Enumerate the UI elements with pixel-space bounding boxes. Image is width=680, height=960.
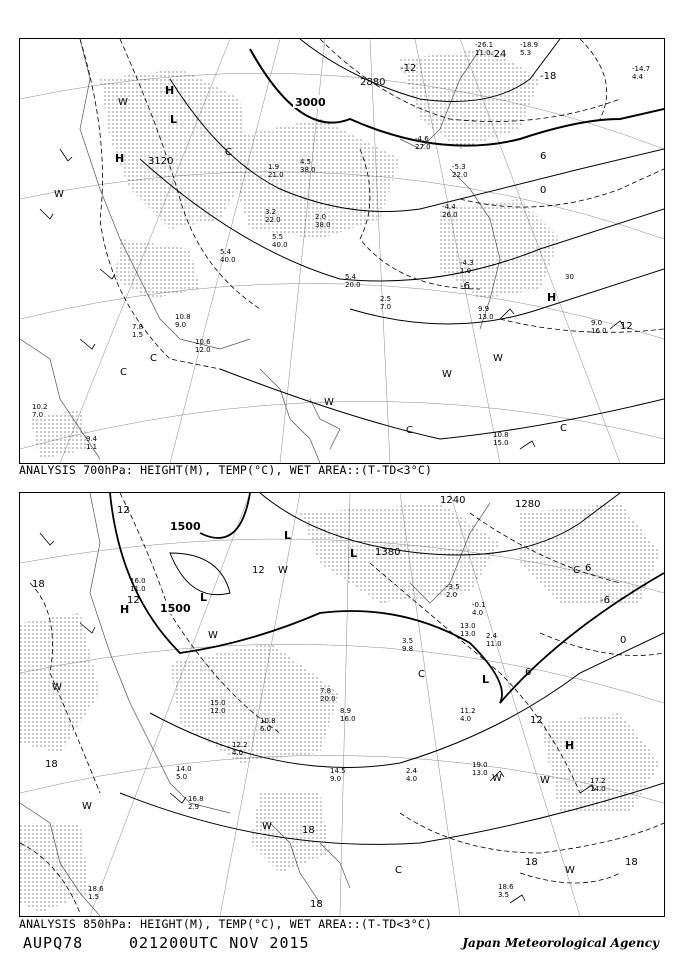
svg-text:5.4: 5.4 [345, 273, 357, 281]
svg-text:38.0: 38.0 [300, 166, 316, 174]
svg-text:13.0: 13.0 [478, 313, 494, 321]
cold-center: C [120, 367, 127, 378]
svg-text:-0.1: -0.1 [472, 601, 486, 609]
svg-text:1.5: 1.5 [88, 893, 100, 901]
svg-text:16.0: 16.0 [340, 715, 356, 723]
temp-label-0: 0 [620, 635, 627, 646]
warm-center: W [324, 397, 334, 408]
cold-center: C [225, 147, 232, 158]
temp-label-30: 30 [565, 273, 574, 281]
svg-text:10.6: 10.6 [195, 338, 211, 346]
station-plot [498, 883, 514, 899]
svg-text:14.0: 14.0 [590, 785, 606, 793]
svg-text:40.0: 40.0 [220, 256, 236, 264]
svg-text:5.4: 5.4 [220, 248, 232, 256]
warm-center: W [442, 369, 452, 380]
svg-text:5.0: 5.0 [176, 773, 188, 781]
station-plot [632, 65, 650, 81]
temp-label-minus12: -12 [400, 63, 417, 74]
height-label-1280: 1280 [515, 499, 541, 510]
station-plot [86, 435, 98, 451]
temp-label-6: 6 [525, 667, 532, 678]
agency-name: Japan Meteorological Agency [462, 936, 659, 950]
svg-text:21.0: 21.0 [268, 171, 284, 179]
high-center: H [165, 84, 175, 97]
svg-text:10.8: 10.8 [493, 431, 509, 439]
svg-text:5.5: 5.5 [272, 233, 284, 241]
svg-text:-4.3: -4.3 [460, 259, 474, 267]
high-center: H [565, 739, 575, 752]
svg-text:26.0: 26.0 [442, 211, 458, 219]
svg-text:-14.7: -14.7 [632, 65, 651, 73]
temp-label-0: 0 [540, 185, 547, 196]
svg-text:-5.3: -5.3 [452, 163, 466, 171]
svg-text:9.0: 9.0 [591, 319, 603, 327]
cold-center: C [560, 423, 567, 434]
temp-label-minus6: -6 [460, 281, 470, 292]
height-label-3000: 3000 [295, 96, 326, 109]
svg-text:4.0: 4.0 [232, 749, 244, 757]
svg-text:2.4: 2.4 [406, 767, 418, 775]
cold-center: C [395, 865, 402, 876]
svg-text:-4.4: -4.4 [442, 203, 456, 211]
svg-text:38.0: 38.0 [315, 221, 331, 229]
high-center: H [120, 603, 130, 616]
station-plot [195, 338, 211, 354]
station-plot [486, 632, 502, 648]
svg-text:2.0: 2.0 [446, 591, 458, 599]
warm-center: W [52, 682, 62, 693]
svg-text:9.0: 9.0 [330, 775, 342, 783]
svg-text:-3.5: -3.5 [446, 583, 460, 591]
svg-text:7.0: 7.0 [380, 303, 392, 311]
station-plot [88, 885, 104, 901]
temp-label-18: 18 [625, 857, 638, 868]
valid-time: 021200UTC NOV 2015 [129, 934, 310, 952]
temp-label-minus24: -24 [490, 49, 507, 60]
svg-text:4.0: 4.0 [406, 775, 418, 783]
station-plot [380, 295, 391, 311]
temp-label-18: 18 [525, 857, 538, 868]
svg-text:7.0: 7.0 [32, 411, 44, 419]
station-plot [478, 305, 494, 321]
svg-text:14.0: 14.0 [176, 765, 192, 773]
svg-text:7.8: 7.8 [132, 323, 144, 331]
svg-text:13.0: 13.0 [460, 622, 476, 630]
station-plot [130, 577, 146, 593]
panel-caption-850hpa: ANALYSIS 850hPa: HEIGHT(M), TEMP(°C), WET AREA::(T-TD<3°C) [19, 917, 433, 931]
cold-center: C [573, 565, 580, 576]
temp-label-6: 6 [540, 151, 547, 162]
high-center: H [547, 291, 557, 304]
svg-text:20.0: 20.0 [320, 695, 336, 703]
svg-text:27.0: 27.0 [415, 143, 431, 151]
station-plot [272, 233, 288, 249]
svg-text:18.6: 18.6 [88, 885, 104, 893]
svg-text:16.0: 16.0 [130, 577, 146, 585]
svg-text:3.5: 3.5 [498, 891, 510, 899]
warm-center: W [118, 97, 128, 108]
svg-text:11.2: 11.2 [460, 707, 476, 715]
warm-center: W [208, 630, 218, 641]
height-label-1500: 1500 [170, 520, 201, 533]
svg-text:9.9: 9.9 [478, 305, 490, 313]
svg-text:19.0: 19.0 [472, 761, 488, 769]
svg-text:4.0: 4.0 [472, 609, 484, 617]
chart-footer [19, 934, 663, 956]
chart-panel-850hpa [19, 492, 665, 917]
wet-area [30, 49, 560, 459]
svg-text:-26.1: -26.1 [475, 41, 494, 49]
svg-text:15.0: 15.0 [210, 699, 226, 707]
warm-center: W [262, 821, 272, 832]
svg-text:11.0: 11.0 [486, 640, 502, 648]
svg-text:15.0: 15.0 [493, 439, 509, 447]
high-center: H [115, 152, 125, 165]
warm-center: W [54, 189, 64, 200]
temp-label-minus6: -6 [600, 595, 610, 606]
station-plot [345, 273, 361, 289]
svg-text:9.4: 9.4 [86, 435, 98, 443]
svg-text:5.3: 5.3 [520, 49, 532, 57]
svg-text:13.0: 13.0 [472, 769, 488, 777]
map-700hpa [20, 39, 664, 463]
svg-text:2.9: 2.9 [188, 803, 200, 811]
svg-text:3.5: 3.5 [402, 637, 414, 645]
svg-text:10.8: 10.8 [175, 313, 191, 321]
station-plot [406, 767, 418, 783]
station-plot [132, 323, 143, 339]
svg-text:6.0: 6.0 [260, 725, 272, 733]
svg-text:10.2: 10.2 [32, 403, 48, 411]
svg-text:1.0: 1.0 [460, 267, 472, 275]
svg-text:18.6: 18.6 [498, 883, 514, 891]
svg-text:-4.6: -4.6 [415, 135, 429, 143]
station-plot [520, 41, 538, 57]
station-plot [460, 707, 476, 723]
svg-text:2.4: 2.4 [486, 632, 498, 640]
cold-center: C [418, 669, 425, 680]
station-plot [493, 431, 509, 447]
chart-id: AUPQ78 [23, 934, 84, 952]
svg-text:9.0: 9.0 [175, 321, 187, 329]
temp-label-18: 18 [45, 759, 58, 770]
temp-label-12: 12 [117, 505, 130, 516]
height-label-3120: 3120 [148, 156, 174, 167]
svg-text:8.9: 8.9 [340, 707, 352, 715]
station-plot [176, 765, 192, 781]
svg-text:22.0: 22.0 [452, 171, 468, 179]
svg-text:16.8: 16.8 [188, 795, 204, 803]
station-plot [472, 601, 486, 617]
temp-label-12: 12 [127, 595, 140, 606]
svg-text:7.8: 7.8 [320, 687, 332, 695]
svg-text:4.0: 4.0 [460, 715, 472, 723]
height-label-1500: 1500 [160, 602, 191, 615]
svg-text:1.9: 1.9 [268, 163, 280, 171]
svg-text:11.0: 11.0 [130, 585, 146, 593]
svg-text:11.0: 11.0 [475, 49, 491, 57]
height-label-2880: 2880 [360, 77, 386, 88]
station-plot [402, 637, 413, 653]
warm-center: W [493, 353, 503, 364]
station-plot [220, 248, 236, 264]
chart-panel-700hpa [19, 38, 665, 464]
svg-text:1.5: 1.5 [132, 331, 144, 339]
station-plot [210, 699, 226, 715]
station-plot [475, 41, 493, 57]
warm-center: W [565, 865, 575, 876]
svg-text:12.2: 12.2 [232, 741, 248, 749]
svg-text:14.5: 14.5 [330, 767, 346, 775]
svg-text:40.0: 40.0 [272, 241, 288, 249]
station-plot [340, 707, 356, 723]
station-plot [415, 135, 431, 151]
station-plot [442, 203, 458, 219]
low-center: L [284, 529, 292, 542]
svg-text:17.2: 17.2 [590, 777, 606, 785]
svg-text:-18.9: -18.9 [520, 41, 539, 49]
warm-center: W [492, 773, 502, 784]
map-850hpa [20, 493, 664, 916]
svg-text:2.0: 2.0 [315, 213, 327, 221]
height-label-1240: 1240 [440, 495, 466, 506]
svg-text:16.0: 16.0 [591, 327, 607, 335]
temp-label-minus18: -18 [540, 71, 557, 82]
svg-text:4.5: 4.5 [300, 158, 312, 166]
svg-text:2.5: 2.5 [380, 295, 392, 303]
temp-label-12: 12 [252, 565, 265, 576]
temp-label-18: 18 [32, 579, 45, 590]
svg-text:9.8: 9.8 [402, 645, 414, 653]
svg-text:12.0: 12.0 [195, 346, 211, 354]
svg-text:4.4: 4.4 [632, 73, 644, 81]
temp-label-18: 18 [302, 825, 315, 836]
low-center: L [200, 591, 208, 604]
warm-center: W [540, 775, 550, 786]
warm-center: W [82, 801, 92, 812]
station-plot [175, 313, 191, 329]
temp-label-6: 6 [585, 563, 592, 574]
temp-label-18: 18 [310, 899, 323, 910]
temp-label-12: 12 [530, 715, 543, 726]
panel-caption-700hpa: ANALYSIS 700hPa: HEIGHT(M), TEMP(°C), WET AREA::(T-TD<3°C) [19, 463, 433, 477]
svg-text:12.0: 12.0 [210, 707, 226, 715]
cold-center: C [406, 425, 413, 436]
svg-text:10.8: 10.8 [260, 717, 276, 725]
station-plot [188, 795, 204, 811]
station-plot [460, 622, 476, 638]
svg-text:22.0: 22.0 [265, 216, 281, 224]
low-center: L [170, 113, 178, 126]
warm-center: W [278, 565, 288, 576]
station-plot [452, 163, 468, 179]
low-center: L [482, 673, 490, 686]
svg-text:20.0: 20.0 [345, 281, 361, 289]
low-center: L [350, 547, 358, 560]
station-plot [472, 761, 488, 777]
svg-text:13.0: 13.0 [460, 630, 476, 638]
temp-label-12: 12 [620, 321, 633, 332]
height-label-1380: 1380 [375, 547, 401, 558]
svg-text:1.1: 1.1 [86, 443, 98, 451]
cold-center: C [150, 353, 157, 364]
svg-text:3.2: 3.2 [265, 208, 277, 216]
